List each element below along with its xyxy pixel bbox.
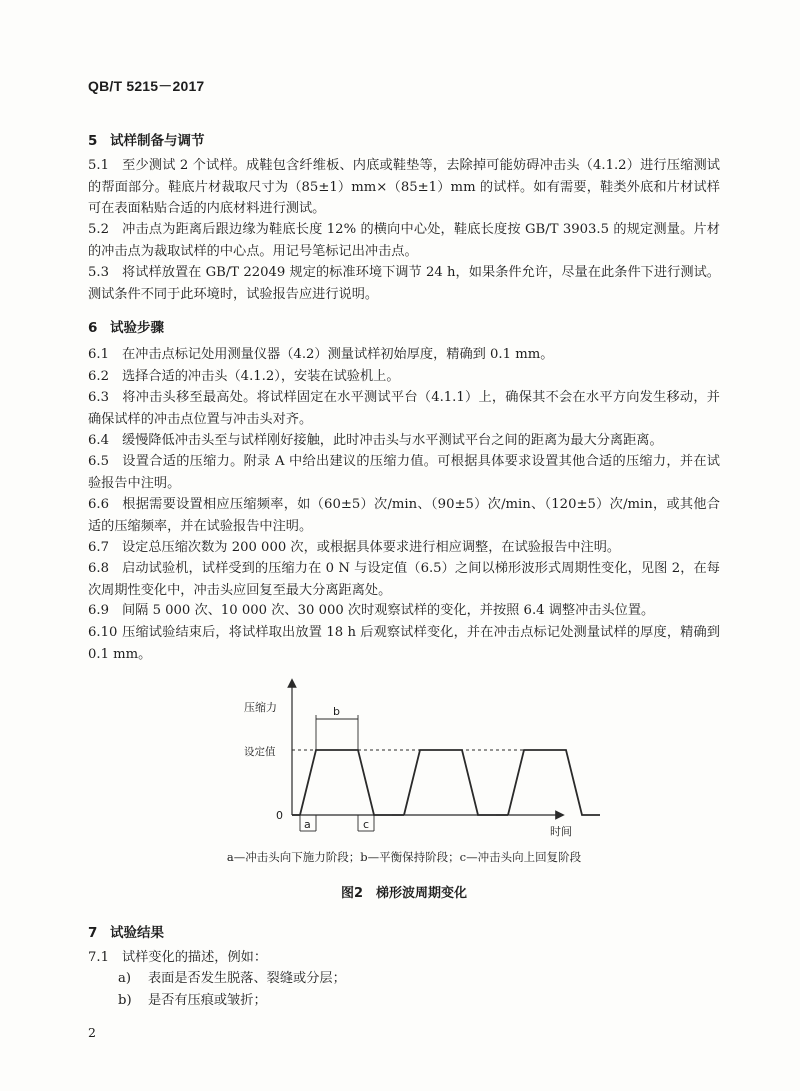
clause-number: 6.9 [88,603,109,618]
paragraph-6-3 [88,387,720,430]
wave-cycle-2 [404,750,496,815]
segment-c-label: c [363,818,370,831]
clause-number: 6.4 [88,433,109,448]
list-marker: b) [118,993,132,1008]
standard-code: QB/T 5215－2017 [88,78,205,94]
y-tick-zero: 0 [276,809,283,822]
clause-text: 试样变化的描述，例如： [122,950,268,965]
paragraph-6-6 [88,494,720,537]
wave-cycles [292,750,600,815]
section-title: 试验结果 [110,925,164,941]
wave-cycle-3 [508,750,600,815]
trapezoidal-wave-chart [230,675,600,840]
paragraph-6-1 [88,344,720,366]
section-5-heading [88,129,205,149]
clause-number: 5.3 [88,265,109,280]
clause-number: 6.6 [88,497,109,512]
segment-b-label: b [333,705,340,718]
list-marker: a) [118,971,132,986]
paragraph-5-2 [88,219,720,262]
section-6-heading [88,316,164,336]
clause-number: 5.2 [88,222,109,237]
y-tick-setpoint: 设定值 [244,746,276,758]
y-axis-label: 压缩力 [244,701,277,714]
clause-text: 在冲击点标记处用测量仪器（4.2）测量试样初始厚度，精确到 0.1 mm。 [122,347,554,362]
clause-number: 6.3 [88,390,109,405]
clause-text: 冲击点为距离后跟边缘为鞋底长度 12% 的横向中心处，鞋底长度按 GB/T 3903.5 的规定测量。片材的冲击点为裁取试样的中心点。用记号笔标记出冲击点。 [88,222,720,259]
clause-text: 根据需要设置相应压缩频率，如（60±5）次/min、（90±5）次/min、（120±5）次/min，或其他合适的压缩频率，并在试验报告中注明。 [88,497,720,534]
page-number: 2 [88,1025,96,1040]
clause-text: 缓慢降低冲击头至与试样刚好接触，此时冲击头与水平测试平台之间的距离为最大分离距离。 [122,433,663,448]
paragraph-7-1 [88,947,720,969]
clause-number: 6.1 [88,347,109,362]
figure-legend: a—冲击头向下施力阶段；b—平衡保持阶段；c—冲击头向上回复阶段 [226,850,582,864]
list-text: 表面是否发生脱落、裂缝或分层； [148,971,346,986]
clause-number: 7.1 [88,950,109,965]
wave-cycle-1 [300,750,392,815]
clause-text: 至少测试 2 个试样。成鞋包含纤维板、内底或鞋垫等，去除掉可能妨碍冲击头（4.1.2）进行压缩测试的帮面部分。鞋底片材裁取尺寸为（85±1）mm×（85±1）mm 的试样。如有需要，鞋类外底和片材试样可在表面粘贴合适的内底材料进行测试。 [88,158,720,216]
clause-text: 设置合适的压缩力。附录 A 中给出建议的压缩力值。可根据具体要求设置其他合适的压缩力，并在试验报告中注明。 [88,454,720,491]
clause-number: 6.7 [88,540,109,555]
clause-number: 6.2 [88,369,109,384]
segment-a-label: a [304,818,311,831]
list-item-b [118,990,267,1011]
clause-text: 启动试验机，试样受到的压缩力在 0 N 与设定值（6.5）之间以梯形波形式周期性变化，见图 2，在每次周期性变化中，冲击头应回复至最大分离距离处。 [88,561,720,598]
clause-text: 设定总压缩次数为 200 000 次，或根据具体要求进行相应调整，在试验报告中注明。 [122,540,621,555]
clause-text: 选择合适的冲击头（4.1.2），安装在试验机上。 [122,369,400,384]
section-number: 7 [88,925,98,941]
paragraph-5-1 [88,155,720,220]
paragraph-6-7 [88,537,720,559]
section-number: 5 [88,133,98,149]
clause-text: 压缩试验结束后，将试样取出放置 18 h 后观察试样变化，并在冲击点标记处测量试样的厚度，精确到 0.1 mm。 [88,625,720,662]
paragraph-6-2 [88,366,720,388]
list-item-a [118,968,346,989]
paragraph-5-3 [88,262,720,305]
clause-number: 6.10 [88,625,118,640]
section-title: 试样制备与调节 [110,133,205,149]
section-7-heading [88,921,164,941]
clause-number: 5.1 [88,158,109,173]
clause-text: 将冲击头移至最高处。将试样固定在水平测试平台（4.1.1）上，确保其不会在水平方向发生移动，并确保试样的冲击点位置与冲击头对齐。 [88,390,720,427]
paragraph-6-5 [88,451,720,494]
section-title: 试验步骤 [110,320,164,336]
clause-number: 6.8 [88,561,109,576]
clause-text: 间隔 5 000 次、10 000 次、30 000 次时观察试样的变化，并按照 6.4 调整冲击头位置。 [122,603,655,618]
paragraph-6-4 [88,430,720,452]
x-axis-label: 时间 [550,825,572,838]
figure-caption: 图2 梯形波周期变化 [340,886,468,901]
clause-number: 6.5 [88,454,109,469]
clause-text: 将试样放置在 GB/T 22049 规定的标准环境下调节 24 h，如果条件允许，尽量在此条件下进行测试。测试条件不同于此环境时，试验报告应进行说明。 [88,265,720,302]
list-text: 是否有压痕或皱折； [148,993,267,1008]
section-number: 6 [88,320,98,336]
paragraph-6-8 [88,558,720,601]
paragraph-6-10 [88,622,720,665]
paragraph-6-9 [88,600,720,622]
